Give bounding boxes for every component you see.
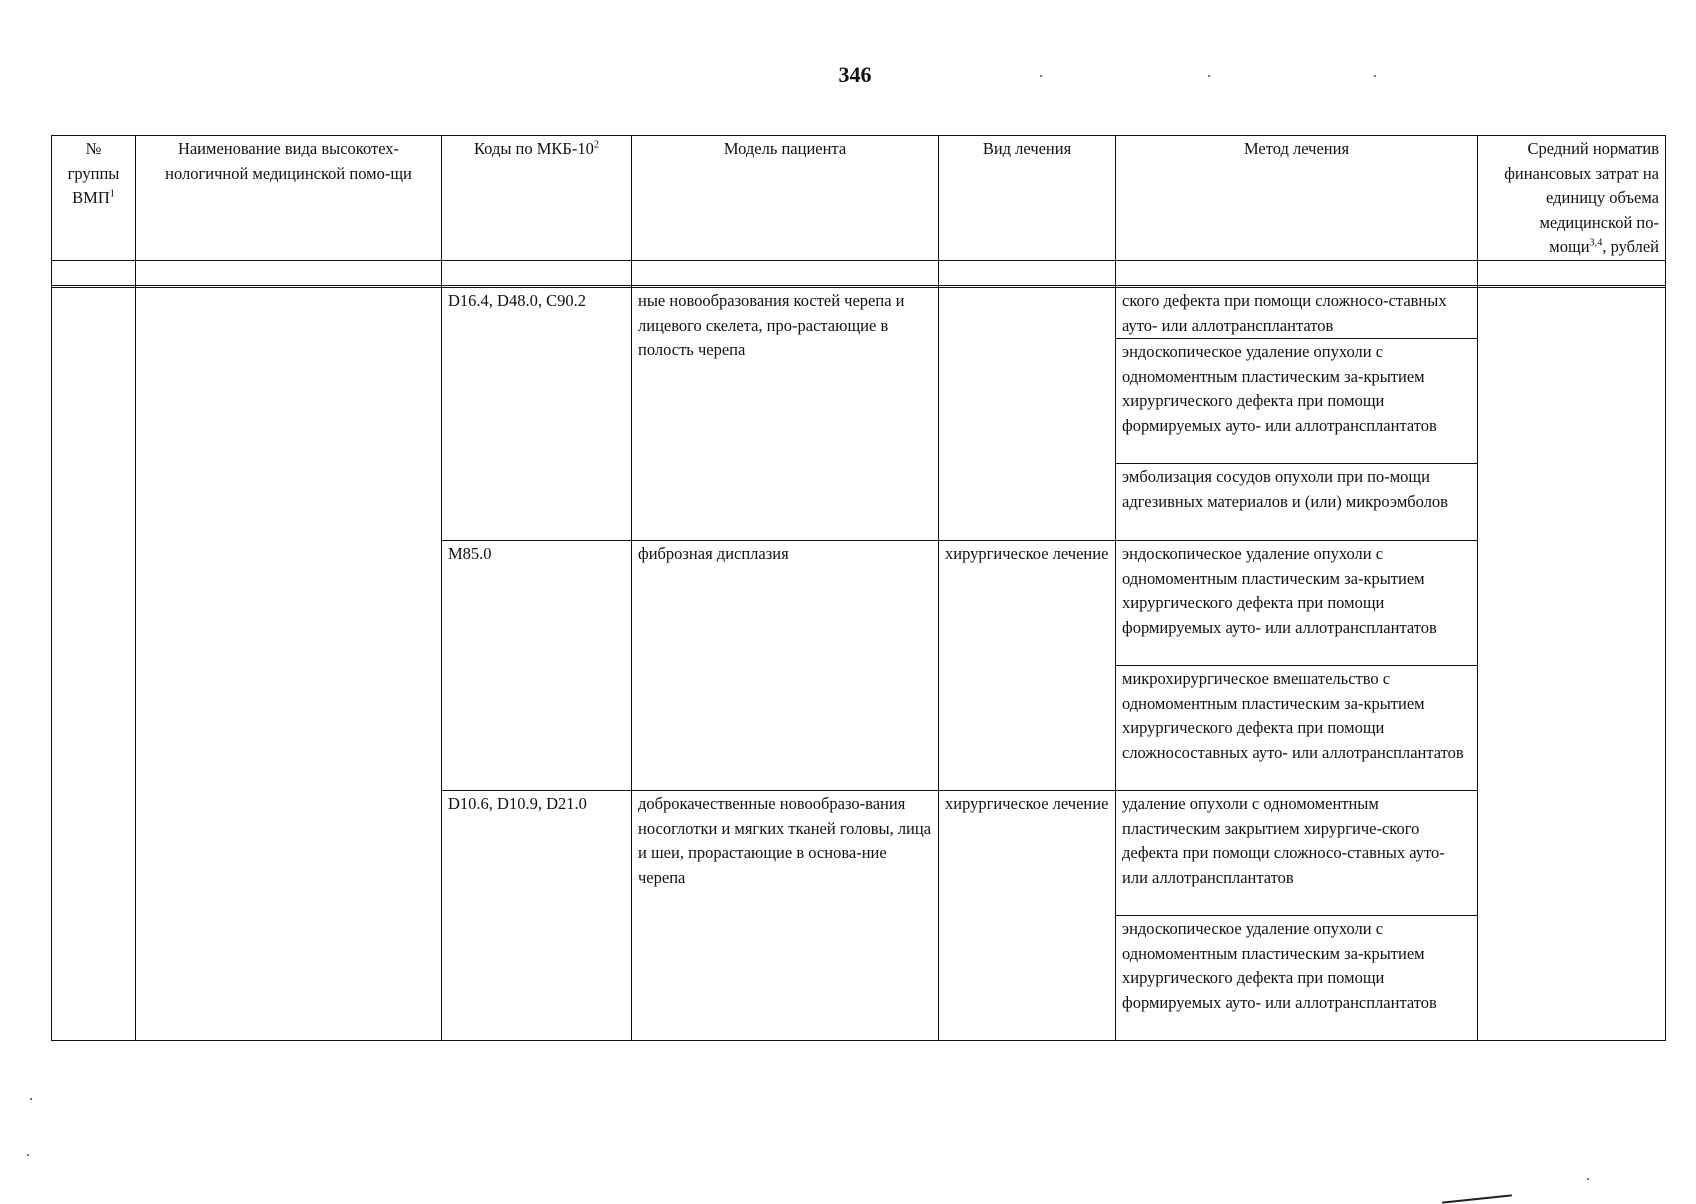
scan-speck: [30, 1098, 32, 1100]
treatment-cell: [939, 288, 1116, 541]
scan-speck: [1040, 75, 1042, 77]
header-method: Метод лечения: [1116, 136, 1478, 261]
column-number-row: [52, 261, 1666, 286]
method-item: эмболизация сосудов опухоли при по-мощи адгезивных материалов и (или) микроэмболов: [1116, 463, 1477, 540]
codes-cell: M85.0: [442, 541, 632, 791]
method-item: удаление опухоли с одномоментным пластическим закрытием хирургиче-ского дефекта при помощи сложносо-ставных ауто- или аллотрансплантатов: [1122, 794, 1445, 887]
method-item: эндоскопическое удаление опухоли с одномоментным пластическим за-крытием хирургического дефекта при помощи формируемых ауто- или аллотрансплантатов: [1122, 544, 1437, 637]
method-cell: [1116, 288, 1478, 541]
treatment-cell: хирургическое лечение: [939, 541, 1116, 791]
header-model: Модель пациента: [632, 136, 939, 261]
method-item: эндоскопическое удаление опухоли с одномоментным пластическим за-крытием хирургического дефекта при помощи формируемых ауто- или аллотрансплантатов: [1116, 915, 1477, 1040]
method-item: эндоскопическое удаление опухоли с одномоментным пластическим за-крытием хирургического дефекта при помощи формируемых ауто- или аллотрансплантатов: [1116, 338, 1477, 463]
scan-speck: [27, 1154, 29, 1156]
scan-speck: [1587, 1178, 1589, 1180]
header-cost: Средний норматив финансовых затрат на единицу объема медицинской по-мощи$^{3,4}$, рублей: [1478, 136, 1666, 261]
page-number: 346: [838, 62, 872, 87]
signature-mark: [1442, 1194, 1512, 1203]
method-item: ского дефекта при помощи сложносо-ставных ауто- или аллотрансплантатов: [1122, 291, 1447, 335]
header-treatment-type: Вид лечения: [939, 136, 1116, 261]
codes-cell: D10.6, D10.9, D21.0: [442, 791, 632, 1041]
scan-speck: [1374, 75, 1376, 77]
table-row: [52, 288, 1666, 541]
method-cell: [1116, 541, 1478, 791]
method-item: микрохирургическое вмешательство с одномоментным пластическим за-крытием хирургического дефекта при помощи сложносоставных ауто- или аллотрансплантатов: [1116, 665, 1477, 790]
header-codes: Коды по МКБ-$10^2$: [442, 136, 632, 261]
method-cell: [1116, 791, 1478, 1041]
vmp-table: [51, 135, 1666, 1041]
header-name: Наименование вида высокотех-нологичной медицинской помо-щи: [136, 136, 442, 261]
model-cell: доброкачественные новообразо-вания носоглотки и мягких тканей головы, лица и шеи, прорастающие в основа-ние черепа: [632, 791, 939, 1041]
model-cell: ные новообразования костей черепа и лицевого скелета, про-растающие в полость черепа: [632, 288, 939, 541]
name-cell: [136, 288, 442, 1041]
scan-speck: [1208, 75, 1210, 77]
group-cell: [52, 288, 136, 1041]
treatment-cell: хирургическое лечение: [939, 791, 1116, 1041]
codes-cell: D16.4, D48.0, C90.2: [442, 288, 632, 541]
table-header-row: [52, 136, 1666, 261]
model-cell: фиброзная дисплазия: [632, 541, 939, 791]
cost-cell: [1478, 288, 1666, 1041]
header-group: № группы ВМП$^1$: [52, 136, 136, 261]
